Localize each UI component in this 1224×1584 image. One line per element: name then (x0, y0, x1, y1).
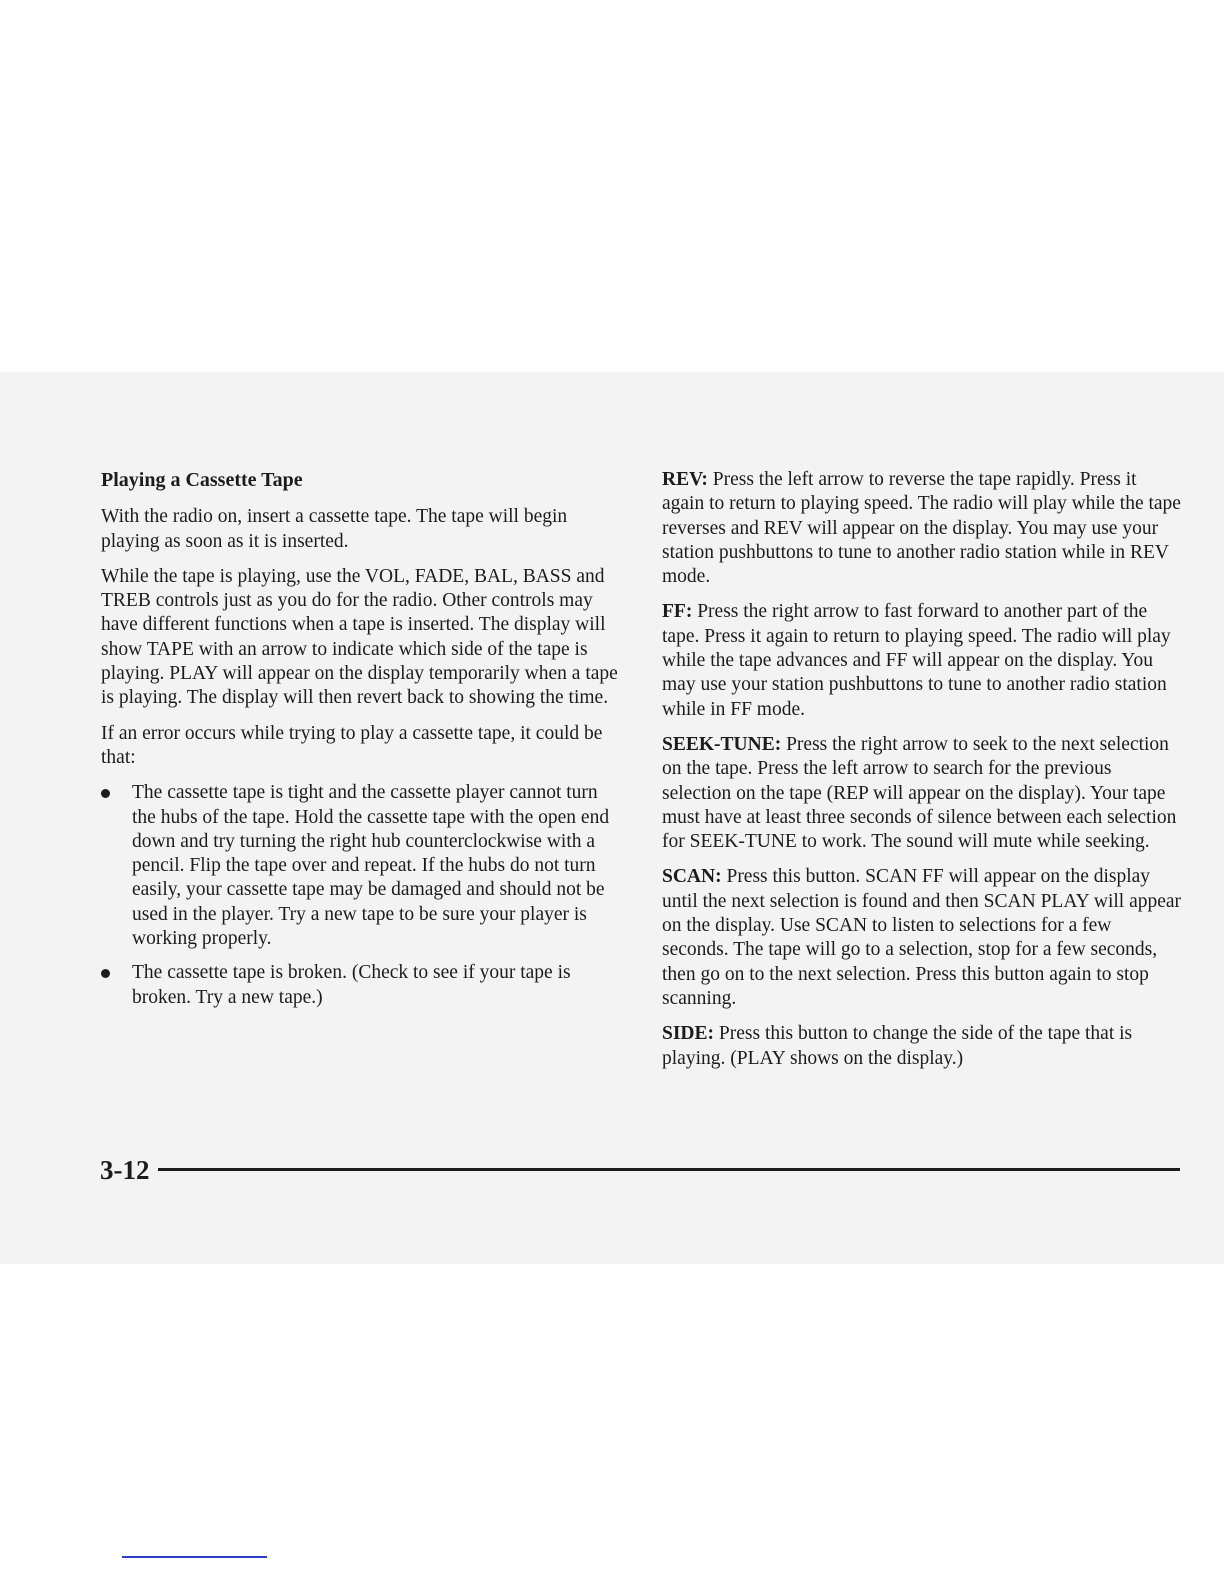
page-number: 3-12 (100, 1155, 150, 1185)
entry-side-text: Press this button to change the side of the tape that is playing. (PLAY shows on the display.) (662, 1023, 1133, 1069)
entry-side (662, 1022, 1182, 1071)
page-footer (100, 1151, 1180, 1191)
entry-scan (662, 865, 1182, 1011)
term-side: SIDE: (662, 1023, 715, 1045)
paragraph-controls: While the tape is playing, use the VOL, FADE, BAL, BASS and TREB controls just as you do for the radio. Other controls may have different functions when a tape is inserted. The display will show TAPE with an arrow to indicate which side of the tape is playing. PLAY will appear on the display temporarily when a tape is playing. The display will then revert back to showing the time. (101, 565, 618, 709)
entry-rev (662, 468, 1182, 589)
footer-rule (158, 1168, 1180, 1171)
entry-scan-text: Press this button. SCAN FF will appear on the display until the next selection is found and then SCAN PLAY will appear on the display. Use SCAN to listen to selections for a few seconds. The tape will go to a selection, stop for a few seconds, then go on to the next selection. Press this button again to stop scanning. (662, 866, 1182, 1009)
list-item-text: The cassette tape is broken. (Check to see if your tape is broken. Try a new tape.) (132, 962, 571, 1008)
entry-rev-text: Press the left arrow to reverse the tape rapidly. Press it again to return to playing speed. The radio will play while the tape reverses and REV will appear on the display. You may use your station pushbuttons to tune to another radio station while in REV mode. (662, 469, 1181, 588)
entry-ff (662, 600, 1182, 721)
term-seek-tune: SEEK-TUNE: (662, 733, 782, 755)
list-item-text: The cassette tape is tight and the cassette player cannot turn the hubs of the tape. Hold the cassette tape with the open end down and try turning the right hub counterclockwise with a pencil. Flip the tape over and repeat. If the hubs do not turn easily, your cassette tape may be damaged and should not be used in the player. Try a new tape to be sure your player is working properly. (132, 782, 610, 950)
paragraph-insert-tape: With the radio on, insert a cassette tape. The tape will begin playing as soon as it is inserted. (101, 506, 568, 552)
term-ff: FF: (662, 601, 693, 623)
term-scan: SCAN: (662, 866, 722, 888)
bullet-icon (101, 969, 110, 978)
term-rev: REV: (662, 469, 708, 490)
section-heading: Playing a Cassette Tape (101, 469, 303, 491)
error-causes-list (101, 781, 623, 1010)
left-column (101, 468, 623, 1020)
entry-ff-text: Press the right arrow to fast forward to another part of the tape. Press it again to return to playing speed. The radio will play while the tape advances and FF will appear on the display. You may use your station pushbuttons to tune to another radio station while in FF mode. (662, 601, 1171, 720)
list-item (101, 781, 623, 951)
list-item (101, 961, 623, 1010)
bullet-icon (101, 789, 110, 798)
paragraph-error-intro: If an error occurs while trying to play a cassette tape, it could be that: (101, 722, 603, 768)
link-underline[interactable] (122, 1556, 267, 1558)
entry-seek-tune-text: Press the right arrow to seek to the next selection on the tape. Press the left arrow to search for the previous selection on the tape (REP will appear on the display). Your tape must have at least three seconds of silence between each selection for SEEK-TUNE to work. The sound will mute while seeking. (662, 733, 1177, 853)
right-column (662, 468, 1182, 1082)
entry-seek-tune (662, 733, 1182, 854)
